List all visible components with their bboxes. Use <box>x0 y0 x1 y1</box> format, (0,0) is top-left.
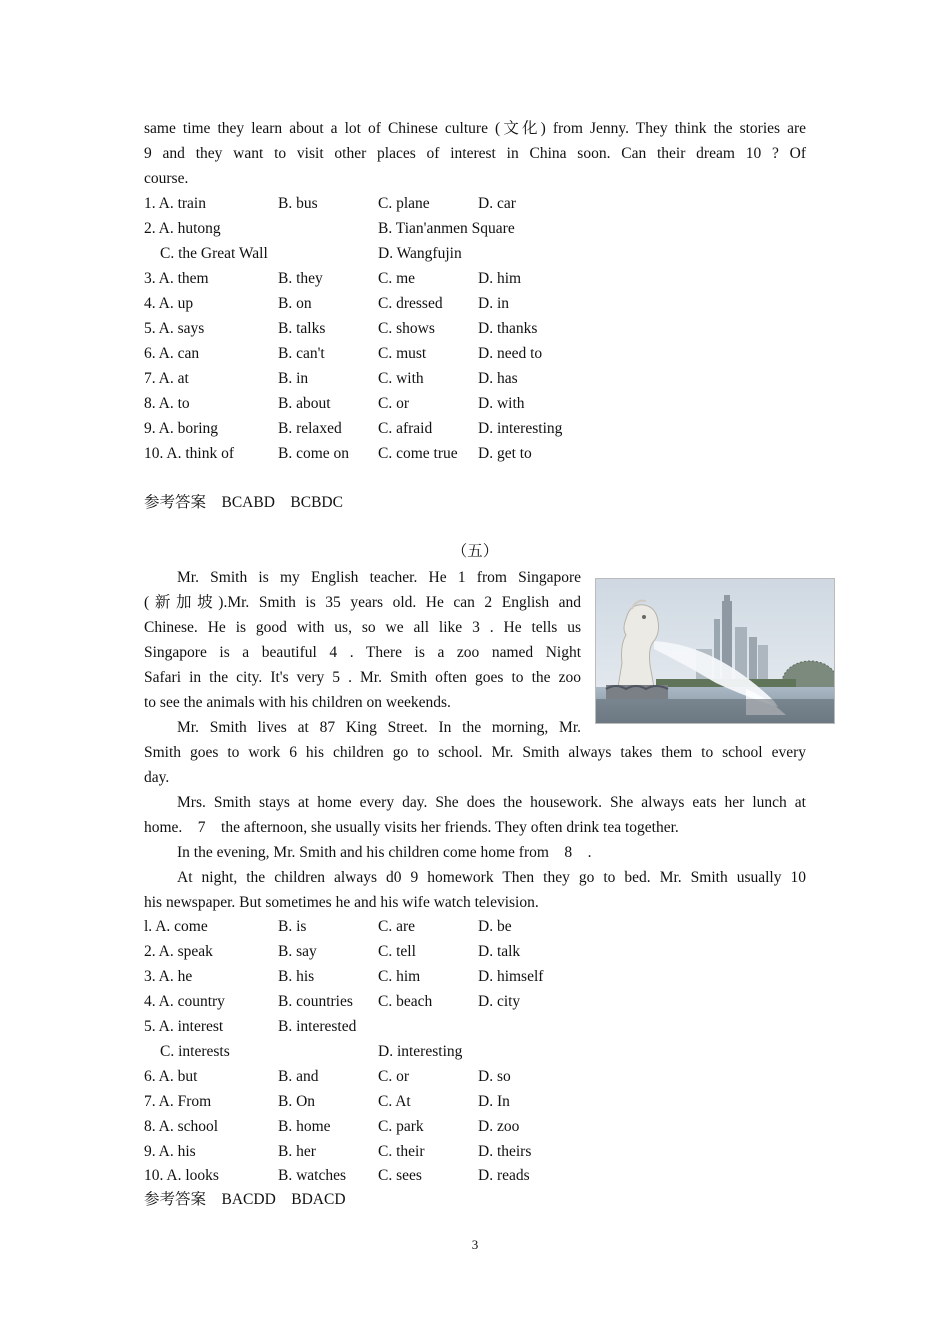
q5-5-c: C. interests <box>160 1043 230 1060</box>
q4-5-c: C. shows <box>378 320 435 337</box>
passage5-p1-line6: to see the animals with his children on weekends. <box>144 694 451 711</box>
q4-2-b: B. Tian'anmen Square <box>378 220 515 237</box>
q5-4-b: B. countries <box>278 993 353 1010</box>
q5-9-d: D. theirs <box>478 1143 532 1160</box>
q4-4-b: B. on <box>278 295 312 312</box>
q5-7-b: B. On <box>278 1093 316 1110</box>
q5-5-b: B. interested <box>278 1018 357 1035</box>
q5-6-a: 6. A. but <box>144 1068 198 1085</box>
q4-3-d: D. him <box>478 270 522 287</box>
q4-7-d: D. has <box>478 370 518 387</box>
q5-7-d: D. In <box>478 1093 510 1110</box>
q5-4-d: D. city <box>478 993 521 1010</box>
q5-5-a: 5. A. interest <box>144 1018 224 1035</box>
q5-3-b: B. his <box>278 968 315 985</box>
passage5-p2-line1: Mr. Smith lives at 87 King Street. In the morning, Mr. <box>177 719 581 736</box>
q4-6-b: B. can't <box>278 345 325 362</box>
q4-9-d: D. interesting <box>478 420 563 437</box>
q4-5-b: B. talks <box>278 320 326 337</box>
q4-7-b: B. in <box>278 370 309 387</box>
q4-2-a: 2. A. hutong <box>144 220 221 237</box>
q4-6-c: C. must <box>378 345 427 362</box>
q4-2-c: C. the Great Wall <box>160 245 268 262</box>
q5-3-c: C. him <box>378 968 421 985</box>
passage4-line1: same time they learn about a lot of Chinese culture (文化) from Jenny. They think the stories are <box>144 120 806 137</box>
q4-7-c: C. with <box>378 370 424 387</box>
answer-key-4: 参考答案 BCABD BCBDC <box>144 494 343 511</box>
q4-9-c: C. afraid <box>378 420 433 437</box>
q4-6-d: D. need to <box>478 345 543 362</box>
q4-4-a: 4. A. up <box>144 295 194 312</box>
passage5-p1-line5: Safari in the city. It's very 5 . Mr. Smith often goes to the zoo <box>144 669 581 686</box>
q5-2-b: B. say <box>278 943 317 960</box>
q5-4-a: 4. A. country <box>144 993 225 1010</box>
q4-8-c: C. or <box>378 395 409 412</box>
q4-1-c: C. plane <box>378 195 430 212</box>
q5-9-a: 9. A. his <box>144 1143 196 1160</box>
passage4-line2: 9 and they want to visit other places of interest in China soon. Can their dream 10 ? Of <box>144 145 806 162</box>
q4-10-a: 10. A. think of <box>144 445 234 462</box>
q5-5-d: D. interesting <box>378 1043 463 1060</box>
q4-10-d: D. get to <box>478 445 532 462</box>
q4-8-d: D. with <box>478 395 525 412</box>
q4-9-b: B. relaxed <box>278 420 342 437</box>
q4-6-a: 6. A. can <box>144 345 200 362</box>
passage5-p3-line1: Mrs. Smith stays at home every day. She does the housework. She always eats her lunch at <box>177 794 806 811</box>
q5-1-d: D. be <box>478 918 512 935</box>
q4-3-a: 3. A. them <box>144 270 209 287</box>
q4-1-d: D. car <box>478 195 516 212</box>
passage5-p1-line1: Mr. Smith is my English teacher. He 1 from Singapore <box>177 569 581 586</box>
q4-8-b: B. about <box>278 395 331 412</box>
merlion-photo <box>595 578 835 724</box>
passage5-p5-line2: his newspaper. But sometimes he and his wife watch television. <box>144 894 539 911</box>
q5-7-c: C. At <box>378 1093 411 1110</box>
q5-4-c: C. beach <box>378 993 433 1010</box>
q5-10-c: C. sees <box>378 1167 422 1184</box>
passage5-p4-line1: In the evening, Mr. Smith and his children come home from 8 . <box>177 844 592 861</box>
q4-10-b: B. come on <box>278 445 350 462</box>
q5-6-d: D. so <box>478 1068 511 1085</box>
passage5-p2-line2: Smith goes to work 6 his children go to school. Mr. Smith always takes them to school every <box>144 744 806 761</box>
q5-3-d: D. himself <box>478 968 544 985</box>
q5-2-a: 2. A. speak <box>144 943 213 960</box>
q5-1-a: l. A. come <box>144 918 208 935</box>
q5-1-c: C. are <box>378 918 416 935</box>
q5-9-c: C. their <box>378 1143 425 1160</box>
q5-8-a: 8. A. school <box>144 1118 219 1135</box>
q5-8-c: C. park <box>378 1118 424 1135</box>
q4-1-a: 1. A. train <box>144 195 206 212</box>
q4-5-d: D. thanks <box>478 320 538 337</box>
q5-7-a: 7. A. From <box>144 1093 212 1110</box>
q4-5-a: 5. A. says <box>144 320 205 337</box>
q5-8-d: D. zoo <box>478 1118 520 1135</box>
passage4-line3: course. <box>144 170 189 187</box>
q5-8-b: B. home <box>278 1118 331 1135</box>
passage5-p3-line2: home. 7 the afternoon, she usually visits her friends. They often drink tea together. <box>144 819 679 836</box>
passage5-p2-line3: day. <box>144 769 170 786</box>
section-5-title: （五） <box>451 543 499 560</box>
q4-3-b: B. they <box>278 270 323 287</box>
q4-4-d: D. in <box>478 295 509 312</box>
q4-3-c: C. me <box>378 270 416 287</box>
q5-6-c: C. or <box>378 1068 409 1085</box>
q5-9-b: B. her <box>278 1143 316 1160</box>
q4-7-a: 7. A. at <box>144 370 189 387</box>
q5-10-a: 10. A. looks <box>144 1167 219 1184</box>
q5-3-a: 3. A. he <box>144 968 193 985</box>
page-number: 3 <box>471 1237 479 1252</box>
q5-10-b: B. watches <box>278 1167 347 1184</box>
q4-8-a: 8. A. to <box>144 395 190 412</box>
q4-2-d: D. Wangfujin <box>378 245 462 262</box>
q4-10-c: C. come true <box>378 445 458 462</box>
q4-4-c: C. dressed <box>378 295 443 312</box>
q5-6-b: B. and <box>278 1068 319 1085</box>
q4-9-a: 9. A. boring <box>144 420 219 437</box>
q5-1-b: B. is <box>278 918 307 935</box>
passage5-p1-line4: Singapore is a beautiful 4 . There is a zoo named Night <box>144 644 581 661</box>
q4-1-b: B. bus <box>278 195 318 212</box>
passage5-p1-line2: (新加坡).Mr. Smith is 35 years old. He can 2 English and <box>144 594 581 611</box>
passage5-p1-line3: Chinese. He is good with us, so we all like 3 . He tells us <box>144 619 581 636</box>
passage5-p5-line1: At night, the children always d0 9 homework Then they go to bed. Mr. Smith usually 10 <box>177 869 806 886</box>
q5-2-c: C. tell <box>378 943 416 960</box>
q5-10-d: D. reads <box>478 1167 530 1184</box>
q5-2-d: D. talk <box>478 943 521 960</box>
answer-key-5: 参考答案 BACDD BDACD <box>144 1191 346 1208</box>
